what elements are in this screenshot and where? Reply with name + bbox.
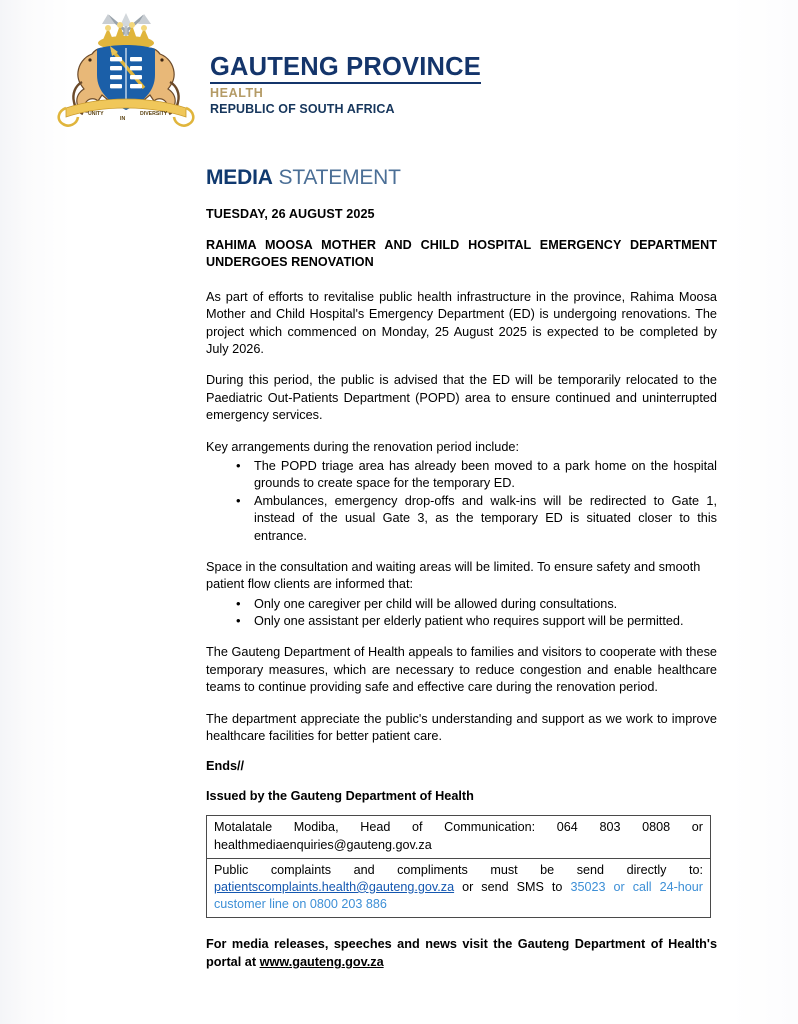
complaints-prefix-text: Public complaints and compliments must be send directly to: [214, 862, 703, 877]
footer-note [206, 936, 717, 972]
paragraph-4: The department appreciate the public's understanding and support as we work to improve healthcare facilities for better patient care. [206, 711, 717, 744]
patient-complaints-email-link[interactable]: patientscomplaints.health@gauteng.gov.za [214, 879, 455, 894]
page-title-bold: MEDIA [206, 166, 273, 189]
complaints-middle-text: or send SMS to [454, 879, 571, 894]
list-item: • Only one caregiver per child will be allowed during consultations. [206, 596, 717, 613]
svg-text:DIVERSITY: DIVERSITY [140, 111, 168, 117]
media-contact-cell: Motalatale Modiba, Head of Communication: 064 803 0808 or healthmediaenquiries@gauteng.gov.za [207, 816, 711, 858]
complaints-sms-text: 35023 or call 24-hour customer line on 0800 203 886 [214, 879, 704, 911]
list-item: • Ambulances, emergency drop-offs and walk-ins will be redirected to Gate 1, instead of the usual Gate 3, as the temporary ED is situated closer to this entrance. [206, 493, 717, 545]
issued-by: Issued by the Gauteng Department of Health [206, 789, 474, 804]
list-item: • Only one assistant per elderly patient who requires support will be permitted. [206, 613, 717, 630]
letterhead [52, 12, 481, 130]
paragraph-1: As part of efforts to revitalise public health infrastructure in the province, Rahima Moosa Mother and Child Hospital's Emergency Department (ED) is undergoing renovations. The project which commenced on Monday, 25 August 2025 is expected to be completed by July 2026. [206, 289, 717, 357]
client-information-list [206, 596, 717, 631]
svg-text:UNITY: UNITY [88, 111, 104, 117]
coat-of-arms-icon [52, 12, 200, 130]
public-complaints-cell [207, 858, 711, 917]
page-title [206, 166, 717, 189]
ends-marker: Ends// [206, 759, 245, 774]
statement-headline: RAHIMA MOOSA MOTHER AND CHILD HOSPITAL EMERGENCY DEPARTMENT UNDERGOES RENOVATION [206, 238, 717, 270]
table-row [207, 858, 711, 917]
statement-date: TUESDAY, 26 AUGUST 2025 [206, 207, 375, 222]
list-1-intro: Key arrangements during the renovation period include: [206, 439, 519, 454]
department-name: HEALTH [210, 85, 264, 100]
republic-line: REPUBLIC OF SOUTH AFRICA [210, 101, 395, 116]
province-name: GAUTENG PROVINCE [210, 54, 481, 84]
key-arrangements-list [206, 458, 717, 545]
letterhead-wordmark [210, 54, 481, 116]
list-2-intro: Space in the consultation and waiting areas will be limited. To ensure safety and smooth patient flow clients are informed that: [206, 559, 701, 592]
paragraph-2: During this period, the public is advised that the ED will be temporarily relocated to the Paediatric Out-Patients Department (POPD) area to ensure continued and uninterrupted emergency services. [206, 373, 717, 423]
contact-table [206, 815, 711, 918]
gauteng-portal-link[interactable]: www.gauteng.gov.za [259, 954, 384, 969]
paragraph-3: The Gauteng Department of Health appeals to families and visitors to cooperate with these temporary measures, which are necessary to reduce congestion and enable healthcare teams to continue providing safe and effective care during the renovation period. [206, 645, 717, 695]
document-body [206, 166, 717, 972]
table-row [207, 816, 711, 858]
page-title-light: STATEMENT [278, 166, 401, 189]
list-item: • The POPD triage area has already been moved to a park home on the hospital grounds to create space for the temporary ED. [206, 458, 717, 493]
svg-text:IN: IN [120, 116, 126, 122]
footer-lead-text: For media releases, speeches and news visit the Gauteng Department of Health's portal at [206, 937, 717, 969]
